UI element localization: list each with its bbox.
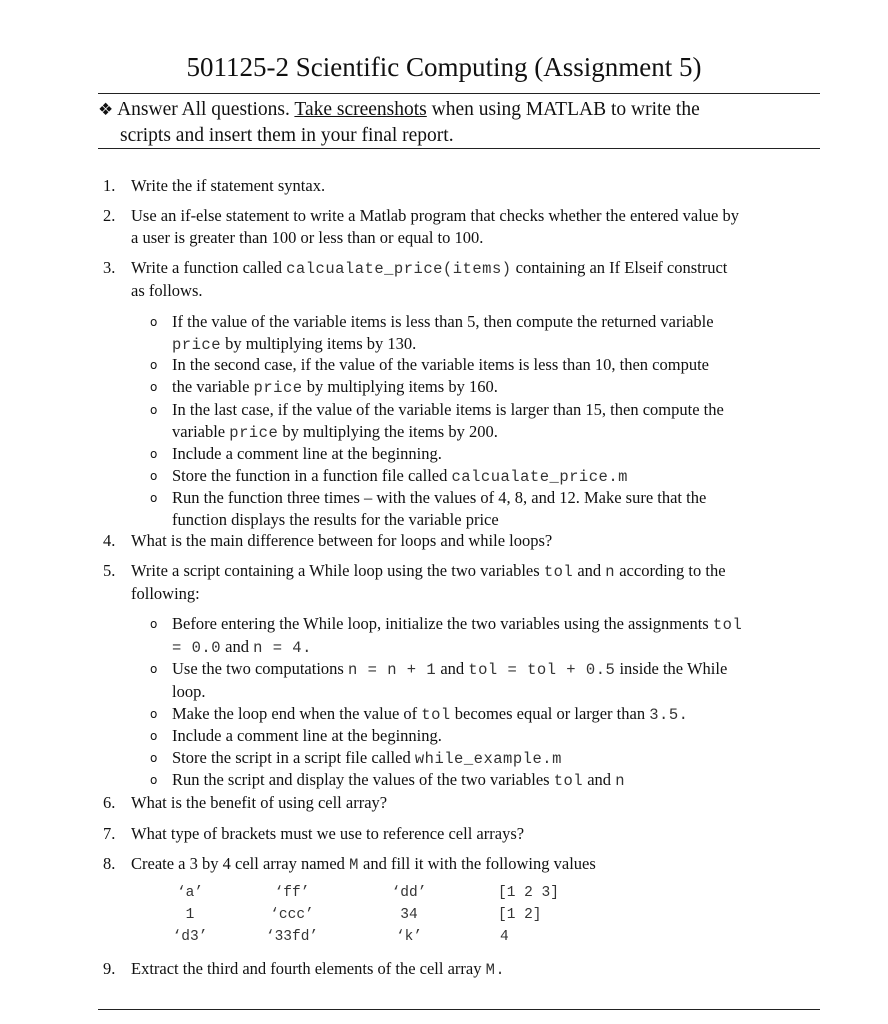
code-filename: while_example.m — [414, 750, 562, 768]
code-n: n — [605, 563, 616, 581]
cell-r1-c1: ‘a’ — [176, 885, 204, 901]
circle-bullet-icon: o — [150, 773, 158, 787]
code-assign-n: n = 4 — [253, 639, 303, 657]
bullet-text-line2: loop. — [172, 682, 206, 701]
code-n: n — [615, 772, 625, 790]
bullet-text: Include a comment line at the beginning. — [172, 444, 442, 463]
circle-bullet-icon: o — [150, 751, 158, 765]
question-text-line2: as follows. — [131, 281, 203, 300]
title-rule-top — [98, 93, 820, 94]
question-text: Extract the third and fourth elements of the cell array — [131, 959, 482, 978]
question-number: 9. — [103, 959, 116, 978]
cell-r3-c4: 4 — [500, 929, 509, 945]
bullet-text: the variable — [172, 377, 250, 396]
title-rule-bottom — [98, 148, 820, 149]
code-price: price — [172, 336, 222, 354]
cell-r3-c2: ‘33fd’ — [265, 929, 319, 945]
question-text: Write a function called — [131, 258, 282, 277]
code-increment-tol: tol = tol + 0.5 — [468, 661, 616, 679]
cell-r2-c4: [1 2] — [498, 907, 542, 923]
bullet-text-tail: becomes equal or larger than — [454, 704, 646, 723]
question-text-tail: and fill it with the following values — [363, 854, 596, 873]
bullet-text-line2: variable — [172, 422, 226, 441]
question-text-tail: according to the — [619, 561, 726, 580]
question-text: Use an if-else statement to write a Matlab program that checks whether the entered value by — [131, 206, 739, 225]
question-number: 8. — [103, 854, 116, 873]
code-tol: tol — [553, 772, 584, 790]
code-price: price — [253, 379, 303, 397]
conj-text: and — [587, 770, 612, 789]
circle-bullet-icon: o — [150, 617, 158, 631]
code-tol: tol — [543, 563, 574, 581]
instructions-text-a: Answer All questions. — [117, 99, 290, 120]
conj-text: and — [577, 561, 602, 580]
question-text-tail: containing an If Elseif construct — [515, 258, 728, 277]
circle-bullet-icon: o — [150, 729, 158, 743]
instructions-text-b: when using MATLAB to write the — [431, 99, 700, 120]
question-number: 3. — [103, 258, 116, 277]
bullet-text-tail: by multiplying the items by 200. — [282, 422, 498, 441]
circle-bullet-icon: o — [150, 469, 158, 483]
question-text: What type of brackets must we use to reference cell arrays? — [131, 824, 525, 843]
diamond-bullet-icon: ❖ — [98, 100, 114, 120]
conj-text: and — [440, 659, 465, 678]
code-threshold: 3.5. — [649, 706, 689, 724]
bullet-text: Store the script in a script file called — [172, 748, 411, 767]
bullet-text: In the last case, if the value of the variable items is larger than 15, then compute the — [172, 400, 724, 419]
cell-r1-c2: ‘ff’ — [274, 885, 310, 901]
circle-bullet-icon: o — [150, 707, 158, 721]
question-number: 6. — [103, 793, 116, 812]
bullet-text: In the second case, if the value of the variable items is less than 10, then compute — [172, 355, 709, 374]
bullet-text: Before entering the While loop, initialize the two variables using the assignments — [172, 614, 709, 633]
code-tol: tol — [712, 616, 743, 634]
circle-bullet-icon: o — [150, 315, 158, 329]
instructions-line2: scripts and insert them in your final report. — [120, 125, 454, 146]
bullet-text: Use the two computations — [172, 659, 344, 678]
code-filename: calcualate_price.m — [451, 468, 628, 486]
question-number: 4. — [103, 531, 116, 550]
question-text: Write a script containing a While loop using the two variables — [131, 561, 540, 580]
question-number: 2. — [103, 206, 116, 225]
question-text: Write the if statement syntax. — [131, 176, 326, 195]
bullet-text-tail: inside the While — [619, 659, 728, 678]
document-title: 501125-2 Scientific Computing (Assignment 5) — [186, 52, 702, 82]
bullet-text-tail: by multiplying items by 160. — [306, 377, 498, 396]
bullet-text: Run the script and display the values of the two variables — [172, 770, 550, 789]
period: . — [302, 639, 312, 657]
instructions — [98, 97, 798, 148]
code-assign-tol: = 0.0 — [172, 639, 222, 657]
circle-bullet-icon: o — [150, 662, 158, 676]
bullet-text-tail: by multiplying items by 130. — [225, 334, 417, 353]
cell-r1-c4: [1 2 3] — [498, 885, 559, 901]
conj-text: and — [225, 637, 249, 656]
code-M: M — [349, 856, 359, 874]
question-number: 5. — [103, 561, 116, 580]
code-increment-n: n = n + 1 — [347, 661, 437, 679]
question-text: What is the benefit of using cell array? — [131, 793, 388, 812]
question-text: Create a 3 by 4 cell array named — [131, 854, 345, 873]
bullet-text: Include a comment line at the beginning. — [172, 726, 442, 745]
question-number: 7. — [103, 824, 116, 843]
cell-r2-c2: ‘ccc’ — [270, 907, 314, 923]
footer-rule — [98, 1009, 820, 1010]
cell-r2-c3: 34 — [400, 907, 418, 923]
code-tol: tol — [421, 706, 451, 724]
question-number: 1. — [103, 176, 116, 195]
circle-bullet-icon: o — [150, 380, 158, 394]
cell-r3-c3: ‘k’ — [395, 929, 423, 945]
circle-bullet-icon: o — [150, 358, 158, 372]
question-text-line2: a user is greater than 100 or less than or equal to 100. — [131, 228, 484, 247]
bullet-text-line2: function displays the results for the variable price — [172, 510, 499, 529]
cell-r3-c1: ‘d3’ — [172, 929, 208, 945]
question-text-line2: following: — [131, 584, 200, 603]
function-signature: calcualate_price(items) — [286, 260, 512, 278]
circle-bullet-icon: o — [150, 491, 158, 505]
cell-r1-c3: ‘dd’ — [391, 885, 427, 901]
question-text: What is the main difference between for loops and while loops? — [131, 531, 553, 550]
circle-bullet-icon: o — [150, 447, 158, 461]
code-M: M. — [485, 961, 506, 979]
circle-bullet-icon: o — [150, 403, 158, 417]
bullet-text: If the value of the variable items is less than 5, then compute the returned variable — [172, 312, 714, 331]
bullet-text: Make the loop end when the value of — [172, 704, 418, 723]
cell-r2-c1: 1 — [185, 907, 195, 923]
screenshots-link: Take screenshots — [294, 99, 427, 120]
bullet-text: Store the function in a function file called — [172, 466, 448, 485]
bullet-text: Run the function three times – with the values of 4, 8, and 12. Make sure that the — [172, 488, 707, 507]
code-price: price — [229, 424, 279, 442]
